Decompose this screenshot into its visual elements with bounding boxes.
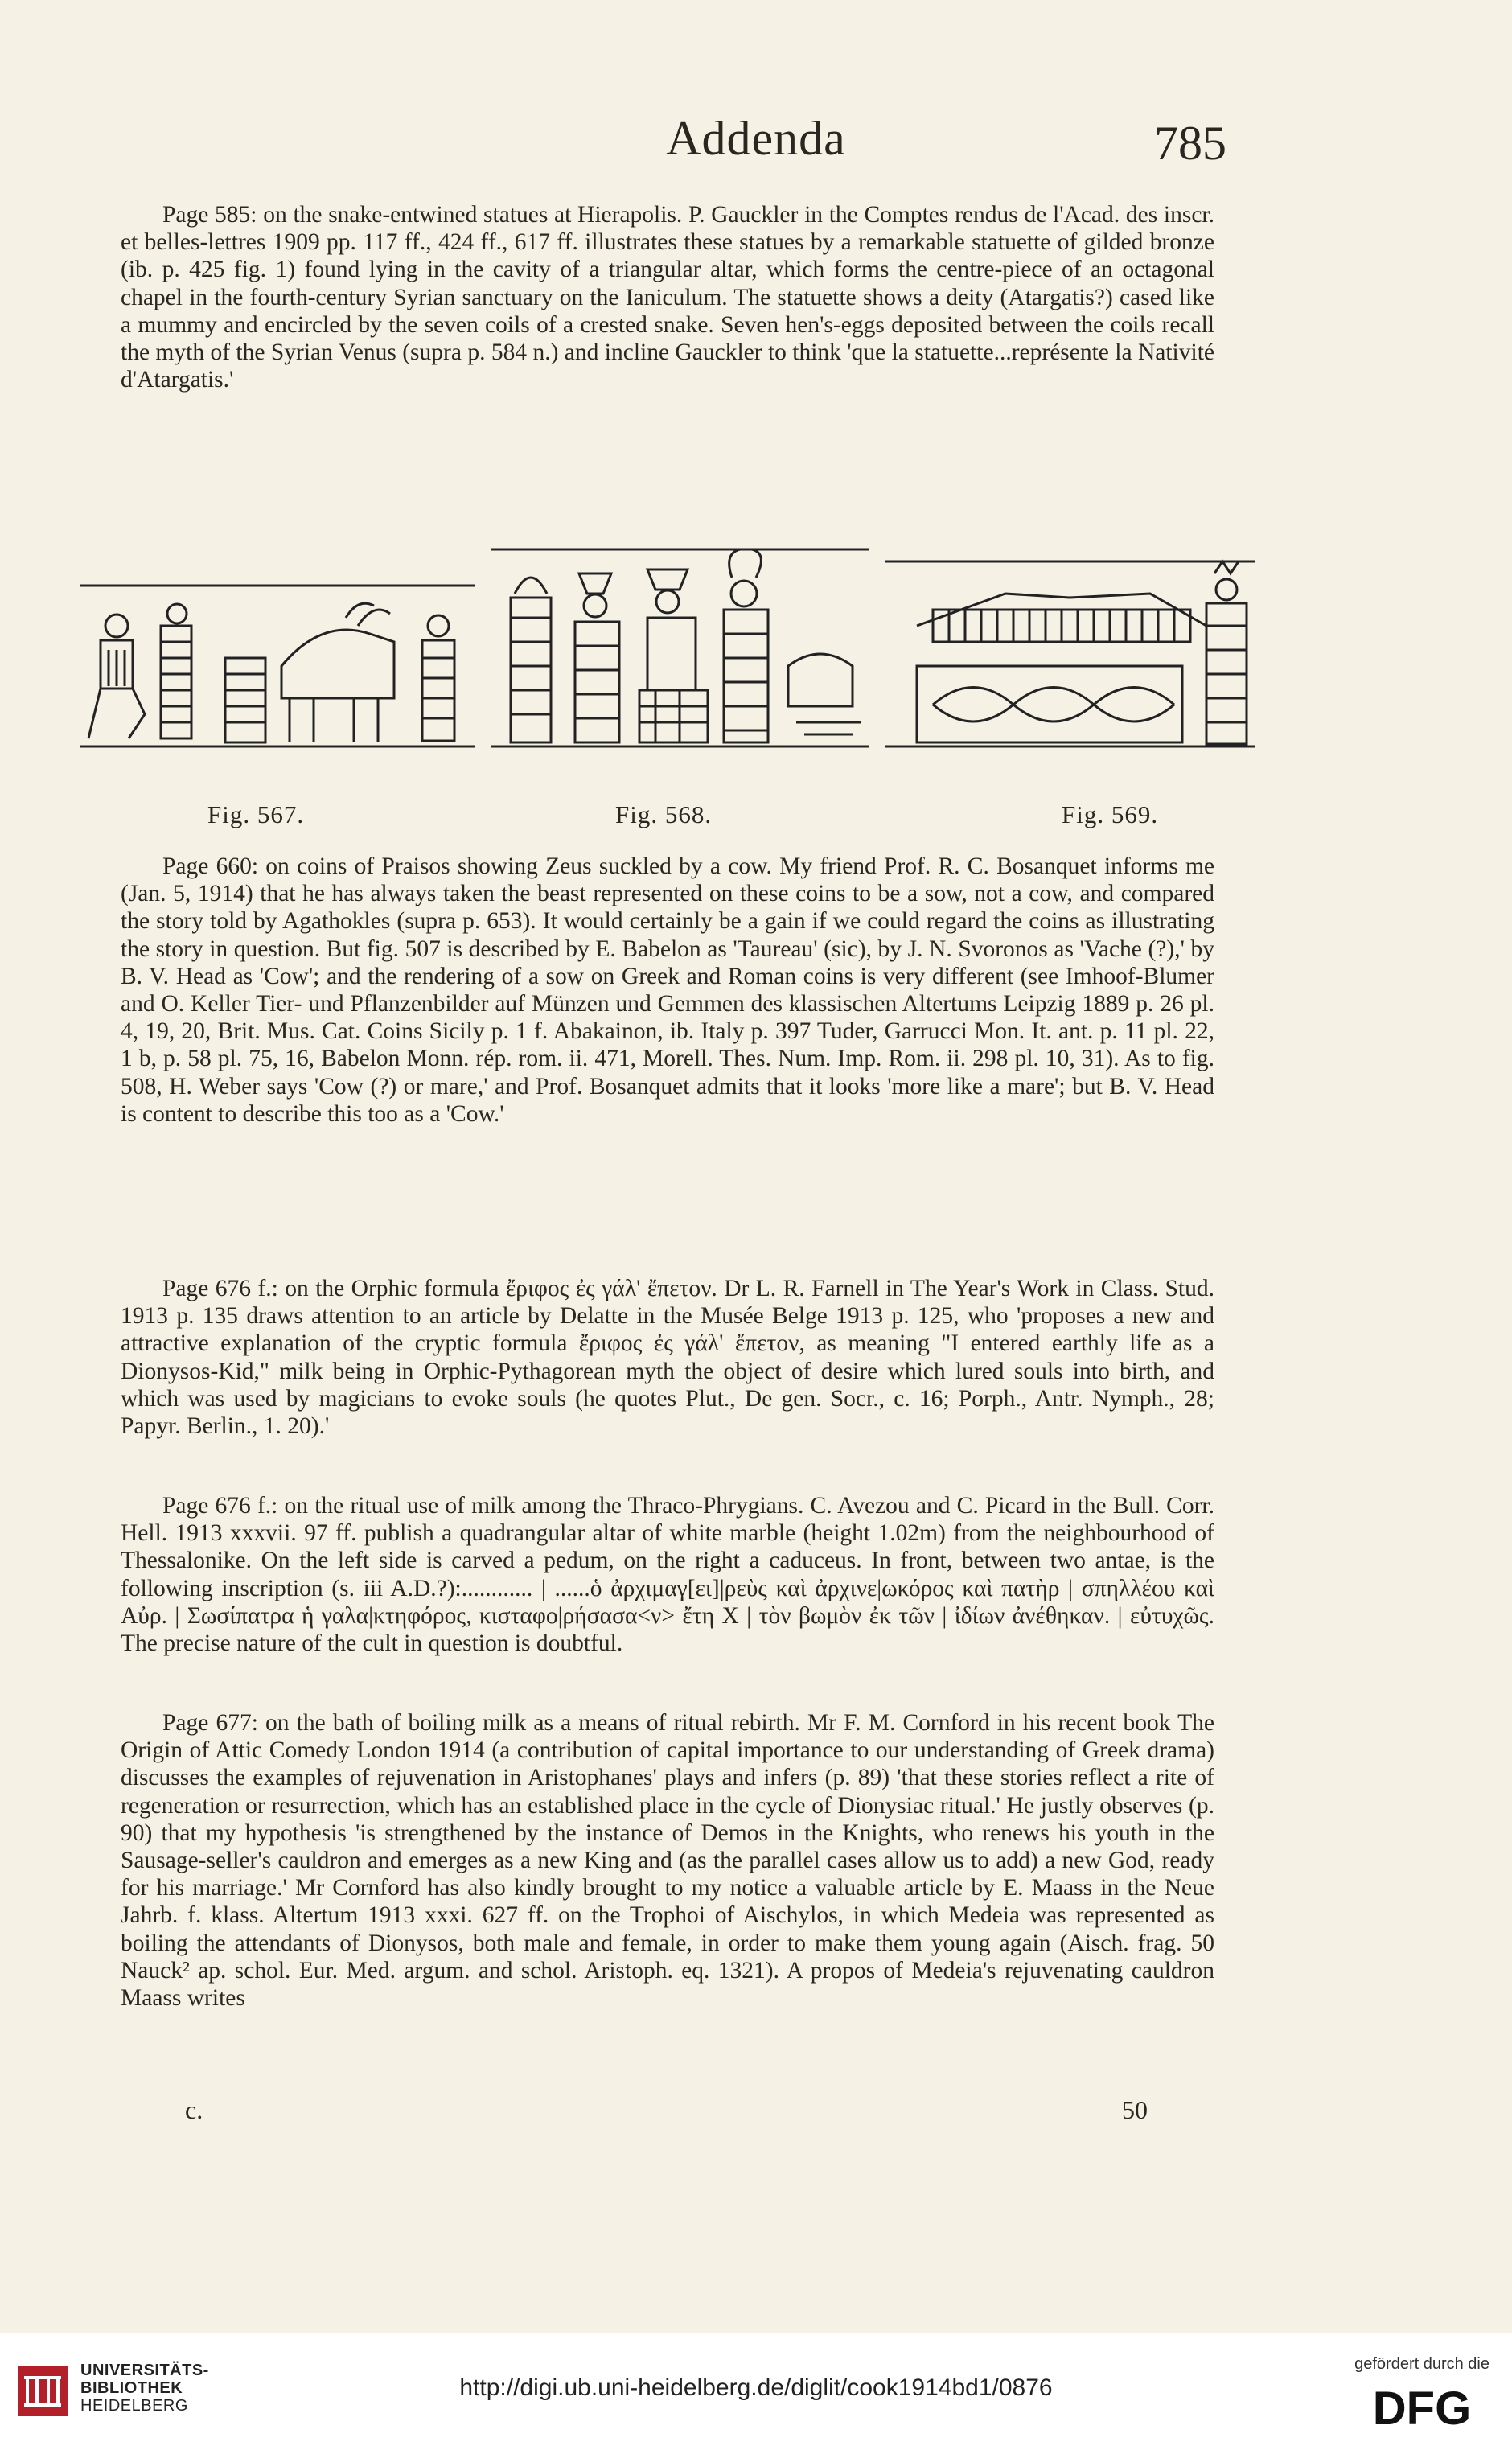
sheet-number: 50	[1122, 2095, 1148, 2124]
running-title: Addenda	[666, 112, 846, 165]
uni-name-line1: UNIVERSITÄTS-	[80, 2362, 209, 2379]
paragraph-text: Page 676 f.: on the Orphic formula ἔριφος ἐς γάλ' ἔπετον. Dr L. R. Farnell in The Year's Work in Class. Stud. 1913 p. 135 draws attention to an article by Delatte in the Musée Belge 1913 p. 125, who 'proposes a new and attractive explanation of the cryptic formula ἔριφος ἐς γάλ' ἔπετον, as meaning "I entered earthly life as a Dionysos-Kid," milk being in Orphic-Pythagorean myth the object of desire which lured souls into birth, and which was used by magicians to evoke souls (he quotes Plut., De gen. Socr., c. 16; Porph., Antr. Nymph., 28; Papyr. Berlin., 1. 20).'	[121, 1276, 1214, 1440]
figure-567-seal-impression	[80, 505, 475, 771]
figure-569-seal-impression	[885, 505, 1255, 771]
paragraph-page-676-orphic-formula	[121, 1275, 1214, 1440]
permalink-url[interactable]: http://digi.ub.uni-heidelberg.de/diglit/cook1914bd1/0876	[459, 2374, 1053, 2401]
page-footer	[0, 2095, 1512, 2136]
page-header	[0, 111, 1512, 175]
viewer-footer-bar	[0, 2333, 1512, 2446]
seal-drawing	[80, 505, 475, 771]
figure-567-caption: Fig. 567.	[207, 800, 305, 828]
uni-name-line3: HEIDELBERG	[80, 2397, 188, 2415]
figure-569-caption: Fig. 569.	[1062, 800, 1159, 828]
figure-strip	[80, 505, 1255, 779]
paragraph-page-676-milk-ritual	[121, 1492, 1214, 1657]
svg-text:DFG: DFG	[1372, 2382, 1472, 2432]
uni-name-line2: BIBLIOTHEK	[80, 2379, 183, 2397]
paragraph-page-660	[121, 853, 1214, 1128]
seal-drawing	[491, 505, 869, 771]
seal-drawing	[885, 505, 1255, 771]
paragraph-text: Page 585: on the snake-entwined statues at Hierapolis. P. Gauckler in the Comptes rendus de l'Acad. des inscr. et belles-lettres 1909 pp. 117 ff., 424 ff., 617 ff. illustrates these statues by a remarkable statuette of gilded bronze (ib. p. 425 fig. 1) found lying in the cavity of a triangular altar, which forms the centre-piece of an octagonal chapel in the fourth-century Syrian sanctuary on the Ianiculum. The statuette shows a deity (Atargatis?) cased like a mummy and encircled by the seven coils of a crested snake. Seven hen's-eggs deposited between the coils recall the myth of the Syrian Venus (supra p. 584 n.) and incline Gauckler to think 'que la statuette...représente la Nativité d'Atargatis.'	[121, 202, 1214, 393]
signature-letter: c.	[185, 2095, 203, 2124]
paragraph-text: Page 676 f.: on the ritual use of milk among the Thraco-Phrygians. C. Avezou and C. Picard in the Bull. Corr. Hell. 1913 xxxvii. 97 ff. publish a quadrangular altar of white marble (height 1.02m) from the neighbourhood of Thessalonike. On the left side is carved a pedum, on the right a caduceus. In front, between two antae, is the following inscription (s. iii A.D.?):............ | ......ὁ ἀρχιμαγ[ει]|ρεὺς καὶ ἀρχινε|ωκόρος καὶ πατὴρ | σπηλλέου καὶ Αὐρ. | Σωσίπατρα ἡ γαλα|κτηφόρος, κισταφο|ρήσασα<ν> ἔτη Χ | τὸν βωμὸν ἐκ τῶν | ἰδίων ἀνέθηκαν. | εὐτυχῶς. The precise nature of the cult in question is doubtful.	[121, 1493, 1214, 1657]
figure-568-seal-impression	[491, 505, 869, 771]
paragraph-text: Page 677: on the bath of boiling milk as a means of ritual rebirth. Mr F. M. Cornford in his recent book The Origin of Attic Comedy London 1914 (a contribution of capital importance to our understanding of Greek drama) discusses the examples of rejuvenation in Aristophanes' plays and infers (p. 89) 'that these stories reflect a rite of regeneration or resurrection, which has an established place in the cycle of Dionysiac ritual.' He justly observes (p. 90) that my hypothesis 'is strengthened by the instance of Demos in the Knights, who renews his youth in the Sausage-seller's cauldron and emerges as a new King and (as the parallel cases allow us to add) a new God, ready for his marriage.' Mr Cornford has also kindly brought to my notice a valuable article by E. Maass in the Neue Jahrb. f. klass. Altertum 1913 xxxi. 627 ff. on the Trophoi of Aischylos, in which Medeia was represented as boiling the attendants of Dionysos, both male and female, in order to make them young again (Aisch. frag. 50 Nauck² ap. schol. Eur. Med. argum. and schol. Aristoph. eq. 1321). A propos of Medeia's rejuvenating cauldron Maass writes	[121, 1710, 1214, 2012]
funded-by-label: gefördert durch die	[1354, 2355, 1489, 2373]
dfg-logo-icon[interactable]	[1350, 2381, 1494, 2432]
page-number: 785	[1154, 117, 1226, 170]
paragraph-page-677	[121, 1709, 1214, 2012]
figure-568-caption: Fig. 568.	[615, 800, 713, 828]
paragraph-text: Page 660: on coins of Praisos showing Zeus suckled by a cow. My friend Prof. R. C. Bosanquet informs me (Jan. 5, 1914) that he has always taken the beast represented on these coins to be a sow, not a cow, and compared the story told by Agathokles (supra p. 653). It would certainly be a gain if we could regard the coins as illustrating the story in question. But fig. 507 is described by E. Babelon as 'Taureau' (sic), by J. N. Svoronos as 'Vache (?),' by B. V. Head as 'Cow'; and the rendering of a sow on Greek and Roman coins is very different (see Imhoof-Blumer and O. Keller Tier- und Pflanzenbilder auf Münzen und Gemmen des klassischen Altertums Leipzig 1889 p. 26 pl. 4, 19, 20, Brit. Mus. Cat. Coins Sicily p. 1 f. Abakainon, ib. Italy p. 397 Tuder, Garrucci Mon. It. ant. p. 11 pl. 22, 1 b, p. 58 pl. 75, 16, Babelon Monn. rép. rom. ii. 471, Morell. Thes. Num. Imp. Rom. ii. 298 pl. 10, 31). As to fig. 508, H. Weber says 'Cow (?) or mare,' and Prof. Bosanquet admits that it looks 'more like a mare'; but B. V. Head is content to describe this too as a 'Cow.'	[121, 853, 1214, 1127]
paragraph-page-585	[121, 201, 1214, 393]
